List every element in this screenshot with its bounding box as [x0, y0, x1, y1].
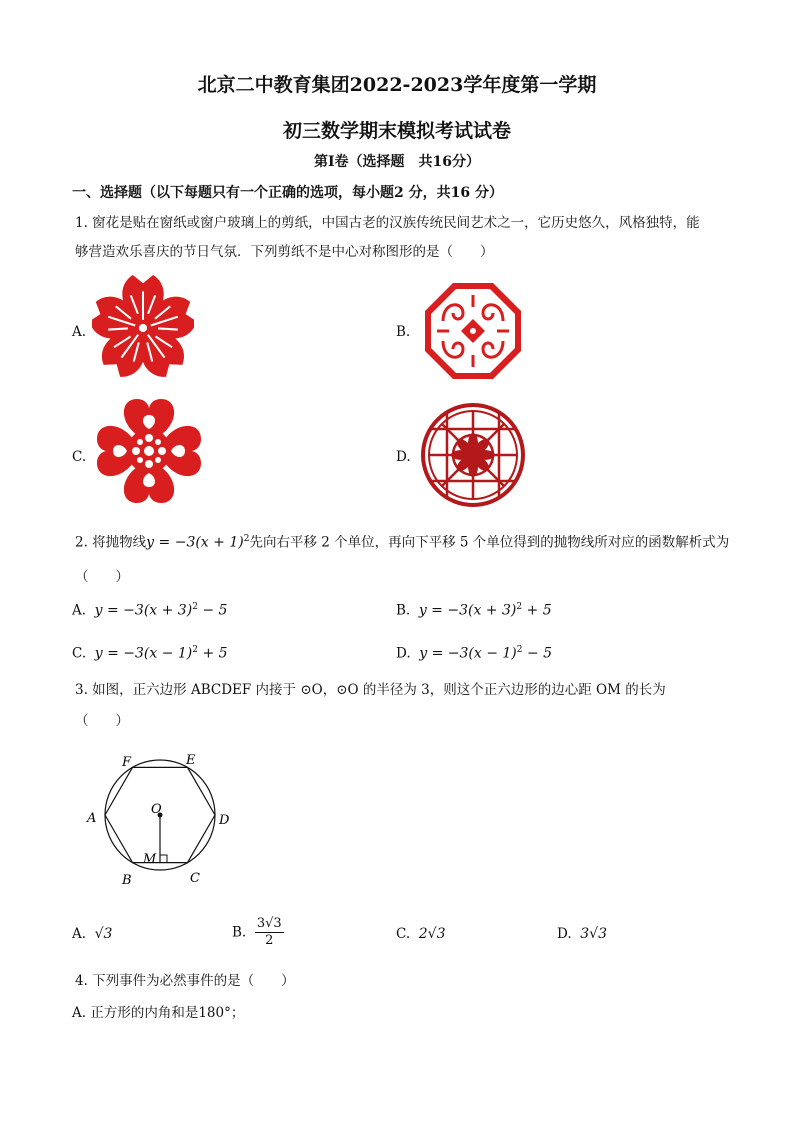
volume-heading: 第Ⅰ卷（选择题 共16分） — [313, 154, 481, 170]
q1-line2: 够营造欢乐喜庆的节日气氛．下列剪纸不是中心对称图形的是（ ） — [75, 244, 494, 260]
q2-option-a[interactable] — [72, 602, 227, 619]
q2-option-d-exp: 2 — [516, 645, 523, 655]
round-window-papercut-image — [420, 402, 526, 508]
flower-papercut-image — [92, 272, 194, 384]
exam-title: 北京二中教育集团2022-2023学年度第一学期 — [197, 74, 597, 96]
q4-stem: 4. 下列事件为必然事件的是（ ） — [75, 973, 295, 989]
q3-option-a-value: √3 — [94, 926, 113, 942]
q3-option-b-numerator: 3√3 — [256, 916, 282, 931]
q2-option-b-tail: + 5 — [522, 602, 552, 619]
q2-formula-exponent: 2 — [243, 534, 250, 544]
q2-option-b-expr: y = −3(x + 3) — [418, 602, 517, 619]
q2-answer-paren: （ ） — [75, 569, 129, 585]
q3-option-b-fraction — [255, 916, 284, 949]
q3-answer-paren: （ ） — [75, 713, 129, 729]
q3-option-a[interactable] — [72, 926, 112, 942]
q3-option-d-letter: D. — [557, 926, 572, 942]
octagon-papercut-image — [422, 281, 524, 381]
q2-option-a-exp: 2 — [192, 602, 198, 612]
q2-option-d-expr: y = −3(x − 1) — [419, 645, 517, 662]
hexagon-circle-figure — [80, 745, 240, 893]
q1-option-d-letter[interactable]: D. — [396, 449, 411, 465]
q2-option-c-letter: C. — [72, 645, 87, 662]
q3-option-c-value: 2√3 — [418, 926, 446, 942]
q3-option-a-letter: A. — [72, 926, 87, 942]
heart-flower-papercut-image — [94, 396, 204, 506]
q2-option-a-letter: A. — [72, 602, 87, 619]
q2-suffix: 先向右平移 2 个单位，再向下平移 5 个单位得到的抛物线所对应的函数解析式为 — [249, 534, 730, 551]
label-D: D — [219, 813, 230, 828]
q2-option-c-tail: + 5 — [198, 645, 228, 662]
q2-option-d-tail: − 5 — [522, 645, 553, 662]
q2-stem — [75, 529, 729, 553]
q2-prefix: 2. 将抛物线 — [75, 534, 147, 551]
section-heading: 一、选择题（以下每题只有一个正确的选项，每小题2 分，共16 分） — [72, 185, 503, 201]
q2-option-d-letter: D. — [396, 645, 411, 662]
label-M: M — [143, 852, 157, 867]
q3-stem: 3. 如图，正六边形 ABCDEF 内接于 ⊙O，⊙O 的半径为 3，则这个正六边形的边心距 OM 的长为 — [75, 682, 666, 698]
q2-option-d[interactable] — [396, 645, 552, 662]
label-B: B — [122, 873, 132, 888]
label-E: E — [186, 753, 196, 768]
q3-option-b-denominator: 2 — [265, 933, 274, 948]
q2-option-b[interactable] — [396, 602, 552, 619]
q2-option-b-letter: B. — [396, 602, 411, 619]
q3-option-c-letter: C. — [396, 926, 411, 942]
label-O: O — [151, 802, 162, 817]
label-F: F — [122, 755, 132, 770]
q3-option-c[interactable] — [396, 926, 445, 942]
q1-option-b-letter[interactable]: B. — [396, 324, 411, 340]
exam-subtitle: 初三数学期末模拟考试试卷 — [282, 120, 511, 142]
q2-option-c-exp: 2 — [192, 645, 199, 655]
q2-formula: y = −3(x + 1) — [146, 534, 244, 551]
q2-option-c[interactable] — [72, 645, 228, 662]
q2-option-a-tail: − 5 — [197, 602, 228, 619]
q3-option-d-value: 3√3 — [580, 926, 607, 942]
q1-option-a-letter[interactable]: A. — [72, 324, 87, 340]
q1-option-c-letter[interactable]: C. — [72, 449, 87, 465]
q3-option-d[interactable] — [557, 926, 607, 942]
q1-line1: 1. 窗花是贴在窗纸或窗户玻璃上的剪纸，中国古老的汉族传统民间艺术之一，它历史悠久，风格独特，能 — [75, 215, 700, 231]
q2-option-c-expr: y = −3(x − 1) — [94, 645, 193, 662]
label-A: A — [87, 811, 97, 826]
q3-option-b-letter: B. — [232, 924, 247, 941]
q4-option-a[interactable]: A. 正方形的内角和是180°； — [72, 1005, 245, 1021]
q2-option-a-expr: y = −3(x + 3) — [94, 602, 193, 619]
label-C: C — [190, 871, 200, 886]
q3-option-b[interactable] — [232, 916, 284, 949]
q2-option-b-exp: 2 — [516, 602, 523, 612]
